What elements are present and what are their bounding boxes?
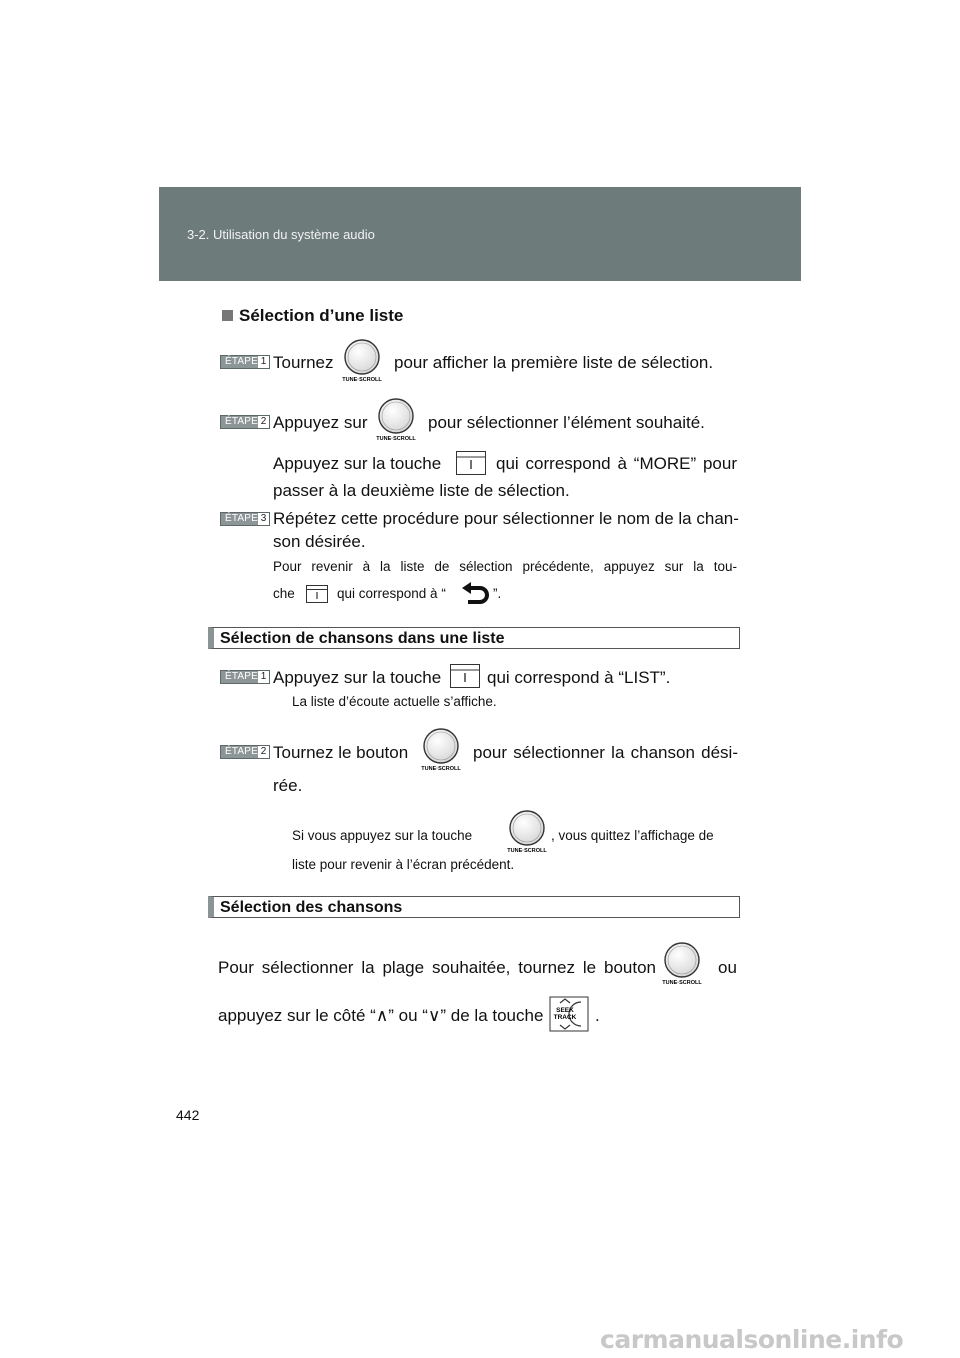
svg-text:TUNE·SCROLL: TUNE·SCROLL	[342, 377, 382, 383]
step-text: son désirée.	[273, 532, 366, 551]
tune-scroll-knob-icon	[660, 942, 704, 986]
step-badge: ÉTAPE 3	[220, 512, 270, 526]
step-text: Tournez le bouton	[273, 743, 409, 762]
step-text: pour sélectionner la chanson dési-	[473, 743, 738, 762]
note-text: , vous quittez l’affichage de	[551, 828, 714, 843]
down-arrow-symbol: ∨	[427, 1006, 441, 1025]
header-band	[159, 187, 801, 281]
svg-text:TUNE·SCROLL: TUNE·SCROLL	[376, 436, 416, 442]
step-badge: ÉTAPE 2	[220, 415, 270, 429]
svg-text:TRACK: TRACK	[553, 1014, 577, 1021]
note-text: Si vous appuyez sur la touche	[292, 828, 473, 843]
body-text: Appuyez sur la touche	[273, 454, 442, 473]
section-header: Sélection des chansons	[208, 896, 740, 918]
body-text: ou	[718, 958, 737, 977]
body-text: .	[595, 1006, 600, 1025]
svg-text:TUNE·SCROLL: TUNE·SCROLL	[662, 980, 702, 986]
step-badge: ÉTAPE 1	[220, 670, 270, 684]
step-text: pour afficher la première liste de sélection.	[394, 353, 714, 372]
step-text: Tournez	[273, 353, 334, 372]
step-text: Appuyez sur la touche	[273, 668, 442, 687]
breadcrumb: 3-2. Utilisation du système audio	[187, 227, 375, 242]
tune-scroll-knob-icon	[340, 339, 384, 383]
note-text: liste pour revenir à l’écran précédent.	[292, 857, 515, 872]
svg-text:SEEK: SEEK	[556, 1007, 574, 1014]
step-text: Répétez cette procédure pour sélectionner le nom de la chan-	[273, 509, 739, 528]
tune-scroll-knob-icon	[374, 398, 418, 442]
note-text: La liste d’écoute actuelle s’affiche.	[292, 694, 497, 709]
back-arrow-icon	[460, 582, 492, 606]
subsection-title: Sélection d’une liste	[222, 304, 403, 328]
up-arrow-symbol: ∧	[375, 1006, 389, 1025]
body-text: appuyez sur le côté “∧” ou “∨” de la touche	[218, 1006, 544, 1025]
body-text: passer à la deuxième liste de sélection.	[273, 481, 570, 500]
note-text: qui correspond à “	[337, 586, 446, 601]
preset-button-icon	[306, 585, 328, 603]
note-text: ”.	[493, 586, 502, 601]
preset-button-icon	[456, 451, 486, 475]
tune-scroll-knob-icon	[419, 728, 463, 772]
watermark: carmanualsonline.info	[600, 1325, 904, 1354]
step-badge: ÉTAPE 1	[220, 355, 270, 369]
step-text: Appuyez sur	[273, 413, 368, 432]
seek-track-button-icon	[549, 996, 589, 1032]
square-bullet-icon	[222, 310, 233, 321]
svg-text:TUNE·SCROLL: TUNE·SCROLL	[507, 848, 547, 854]
step-text: rée.	[273, 776, 303, 795]
note-text: Pour revenir à la liste de sélection précédente, appuyez sur la tou-	[273, 559, 737, 574]
note-text: che	[273, 586, 295, 601]
preset-button-icon	[450, 664, 480, 688]
svg-text:TUNE·SCROLL: TUNE·SCROLL	[421, 766, 461, 772]
step-text: pour sélectionner l’élément souhaité.	[428, 413, 705, 432]
step-badge: ÉTAPE 2	[220, 745, 270, 759]
body-text: qui correspond à “MORE” pour	[496, 454, 737, 473]
tune-scroll-knob-icon	[505, 810, 549, 854]
section-header: Sélection de chansons dans une liste	[208, 627, 740, 649]
page-number: 442	[176, 1107, 200, 1123]
step-text: qui correspond à “LIST”.	[487, 668, 671, 687]
body-text: Pour sélectionner la plage souhaitée, tournez le bouton	[218, 958, 656, 977]
